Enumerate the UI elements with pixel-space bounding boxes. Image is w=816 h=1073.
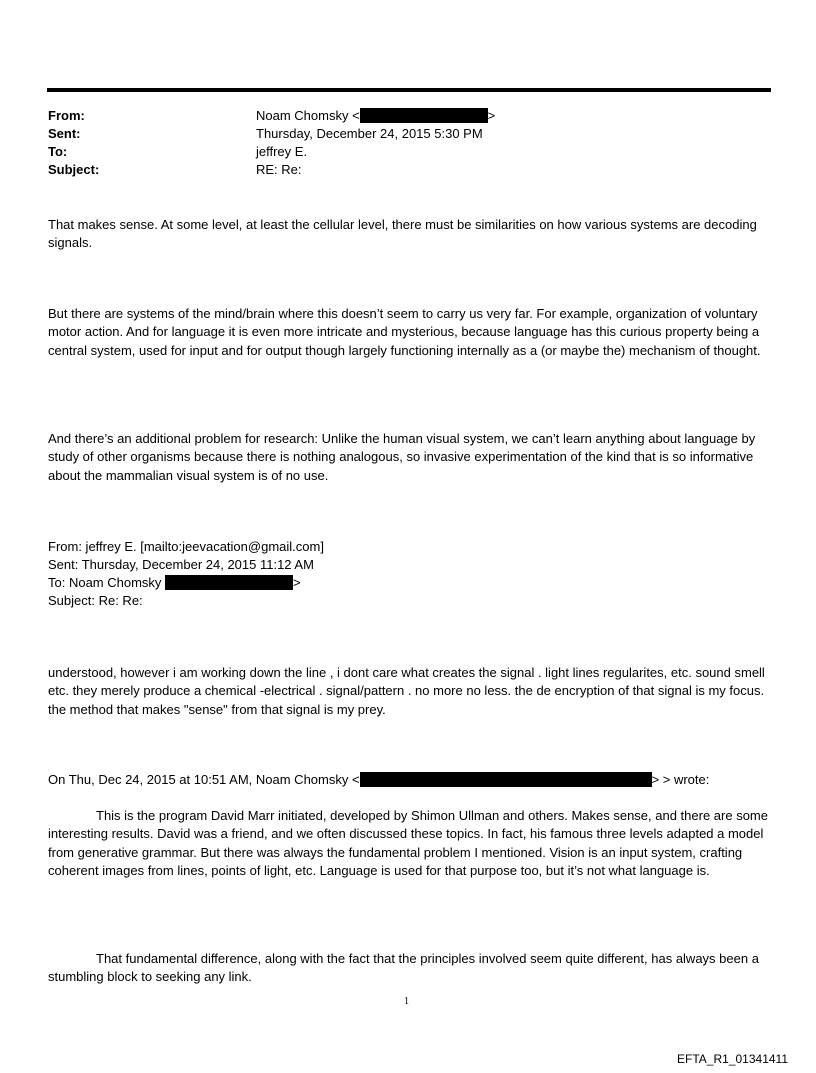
on-wrote-prefix: On Thu, Dec 24, 2015 at 10:51 AM, Noam Chomsky < (48, 772, 360, 787)
earlier-paragraph-2: That fundamental difference, along with the fact that the principles involved seem quite different, has always been a stumbling block to seeking any link. (48, 951, 759, 985)
sent-value: Thursday, December 24, 2015 5:30 PM (256, 126, 483, 141)
page-number: 1 (404, 996, 409, 1007)
quoted-sent: Sent: Thursday, December 24, 2015 11:12 AM (48, 557, 314, 572)
header-rule (47, 88, 771, 92)
body-paragraph-1: That makes sense. At some level, at least the cellular level, there must be similarities on how various systems are decoding signals. (48, 217, 757, 251)
quoted-from: From: jeffrey E. [mailto:jeevacation@gmail.com] (48, 539, 324, 554)
from-name: Noam Chomsky < (256, 108, 360, 123)
body-paragraph-2: But there are systems of the mind/brain where this doesn’t seem to carry us very far. For example, organization of voluntary motor action. And for language it is even more intricate and mysterious, because language has this curious property being a central system, used for input and for output though largely functioning internally as a (or maybe the) mechanism of thought. (48, 306, 761, 358)
quoted-subject: Subject: Re: Re: (48, 593, 143, 608)
on-wrote-suffix: > > wrote: (651, 772, 710, 787)
to-value: jeffrey E. (256, 144, 308, 159)
quoted-to-prefix: To: Noam Chomsky (48, 575, 166, 590)
redaction-box (360, 772, 652, 787)
redaction-box (165, 575, 293, 590)
reply-paragraph: understood, however i am working down the line , i dont care what creates the signal . light lines regularites, etc. sound smell etc. they merely produce a chemical -electrical . signal/pattern . no more no less. the de encryption of that signal is my focus. the method that makes "sense" from that signal is my prey. (48, 665, 765, 717)
redaction-box (360, 108, 488, 123)
quoted-to-tail: > (293, 575, 301, 590)
to-label: To: (48, 144, 68, 159)
from-value (256, 107, 495, 125)
sent-label: Sent: (48, 126, 81, 141)
subject-label: Subject: (48, 162, 100, 177)
quoted-to (48, 574, 301, 592)
from-tail: > (487, 108, 496, 123)
on-wrote-line (48, 771, 709, 789)
document-id: EFTA_R1_01341411 (677, 1052, 788, 1066)
body-paragraph-3: And there’s an additional problem for research: Unlike the human visual system, we can’t learn anything about language by study of other organisms because there is nothing analogous, so invasive experimentation of the kind that is so informative about the mammalian visual system is of no use. (48, 431, 756, 483)
subject-value: RE: Re: (256, 162, 302, 177)
from-label: From: (48, 108, 85, 123)
earlier-paragraph-1: This is the program David Marr initiated, developed by Shimon Ullman and others. Makes sense, and there are some interesting results. David was a friend, and we often discussed these topics. In fact, his famous three levels adapted a model from generative grammar. But there was always the fundamental problem I mentioned. Vision is an input system, crafting coherent images from lines, points of light, etc. Language is used for that purpose too, but it’s not what language is. (48, 808, 768, 878)
